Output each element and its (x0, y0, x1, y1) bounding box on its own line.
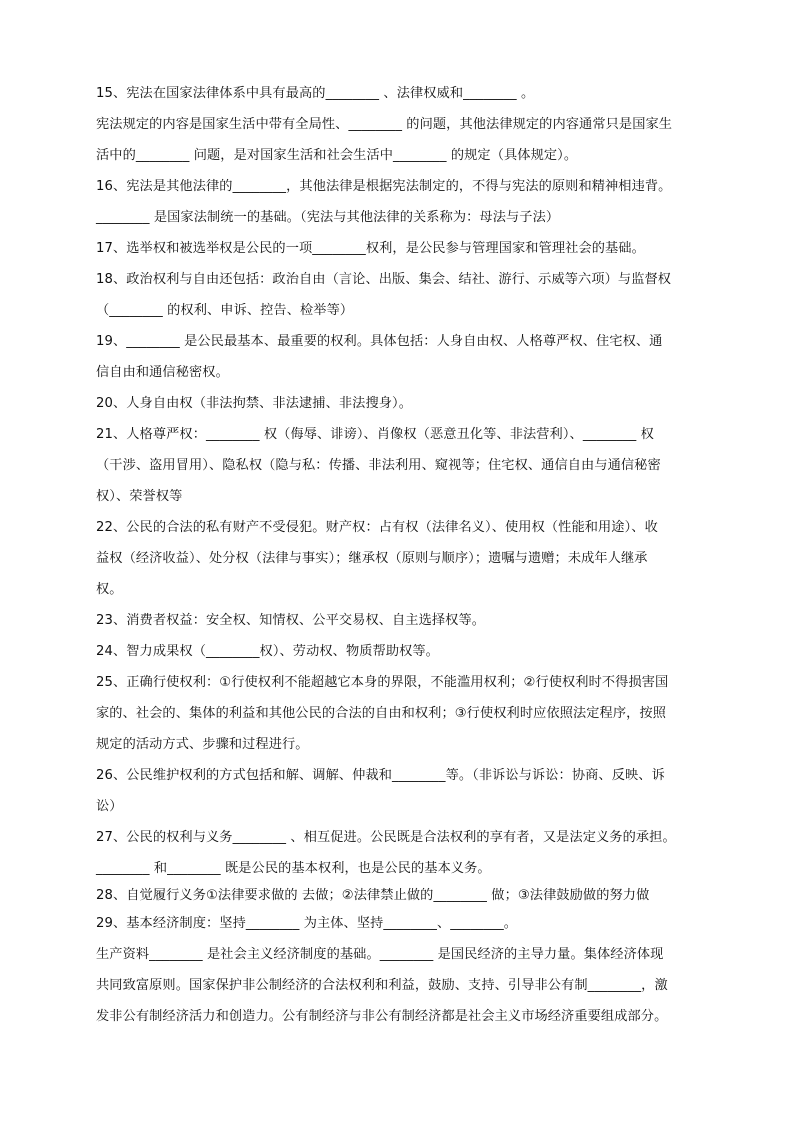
text-line: 19、________ 是公民最基本、最重要的权利。具体包括：人身自由权、人格尊严权、住宅权、通 (96, 334, 663, 349)
text-line: 发非公有制经济活力和创造力。公有制经济与非公有制经济都是社会主义市场经济重要组成部分。 (96, 1009, 668, 1024)
text-line: 22、公民的合法的私有财产不受侵犯。财产权：占有权（法律名义）、使用权（性能和用途）、收 (96, 520, 658, 535)
text-line: 生产资料________ 是社会主义经济制度的基础。________ 是国民经济的主导力量。集体经济体现 (96, 947, 664, 962)
text-line: 18、政治权利与自由还包括：政治自由（言论、出版、集会、结社、游行、示威等六项）与监督权 (96, 272, 672, 287)
text-line: 讼） (96, 799, 123, 814)
text-line: （干涉、盗用冒用）、隐私权（隐与私：传播、非法利用、窥视等；住宅权、通信自由与通信秘密 (96, 458, 661, 473)
text-line: 26、公民维护权利的方式包括和解、调解、仲裁和________等。（非诉讼与诉讼：协商、反映、诉 (96, 768, 665, 783)
text-line: 规定的活动方式、步骤和过程进行。 (96, 737, 309, 752)
text-line: 29、基本经济制度：坚持________ 为主体、坚持________、________。 (96, 916, 518, 931)
text-line: 16、宪法是其他法律的________，其他法律是根据宪法制定的，不得与宪法的原则和精神相违背。 (96, 179, 672, 194)
text-line: 共同致富原则。国家保护非公制经济的合法权利和利益，鼓励、支持、引导非公有制________，激 (96, 978, 668, 993)
text-line: 23、消费者权益：安全权、知情权、公平交易权、自主选择权等。 (96, 613, 486, 628)
text-line: 家的、社会的、集体的利益和其他公民的合法的自由和权利；③行使权利时应依照法定程序，按照 (96, 706, 666, 721)
text-line: 宪法规定的内容是国家生活中带有全局性、________ 的问题，其他法律规定的内容通常只是国家生 (96, 117, 673, 132)
document-body (96, 78, 716, 1032)
text-line: 27、公民的权利与义务________ 、相互促进。公民既是合法权利的享有者，又是法定义务的承担。 (96, 830, 676, 845)
text-line: 活中的________ 问题，是对国家生活和社会生活中________ 的规定（具体规定）。 (96, 148, 578, 163)
text-line: 20、人身自由权（非法拘禁、非法逮捕、非法搜身）。 (96, 396, 412, 411)
text-line: 24、智力成果权（________权）、劳动权、物质帮助权等。 (96, 644, 439, 659)
text-line: 15、宪法在国家法律体系中具有最高的________ 、法律权威和________ 。 (96, 86, 535, 101)
text-line: ________ 和________ 既是公民的基本权利，也是公民的基本义务。 (96, 861, 491, 876)
text-line: 信自由和通信秘密权。 (96, 365, 229, 380)
text-line: 28、自觉履行义务①法律要求做的 去做；②法律禁止做的________ 做；③法律鼓励做的努力做 (96, 888, 650, 903)
text-line: 权。 (96, 582, 123, 597)
text-line: 21、人格尊严权：________ 权（侮辱、诽谤）、肖像权（恶意丑化等、非法营利）、________ 权 (96, 427, 654, 442)
text-line: ________ 是国家法制统一的基础。（宪法与其他法律的关系称为：母法与子法） (96, 210, 560, 225)
text-line: 权）、荣誉权等 (96, 489, 183, 504)
text-line: 17、选举权和被选举权是公民的一项________权利，是公民参与管理国家和管理社会的基础。 (96, 241, 645, 256)
text-line: 25、正确行使权利：①行使权利不能超越它本身的界限，不能滥用权利；②行使权利时不得损害国 (96, 675, 669, 690)
text-line: （________ 的权利、申诉、控告、检举等） (96, 303, 354, 318)
text-line: 益权（经济收益）、处分权（法律与事实）；继承权（原则与顺序）；遗嘱与遗赠；未成年人继承 (96, 551, 648, 566)
